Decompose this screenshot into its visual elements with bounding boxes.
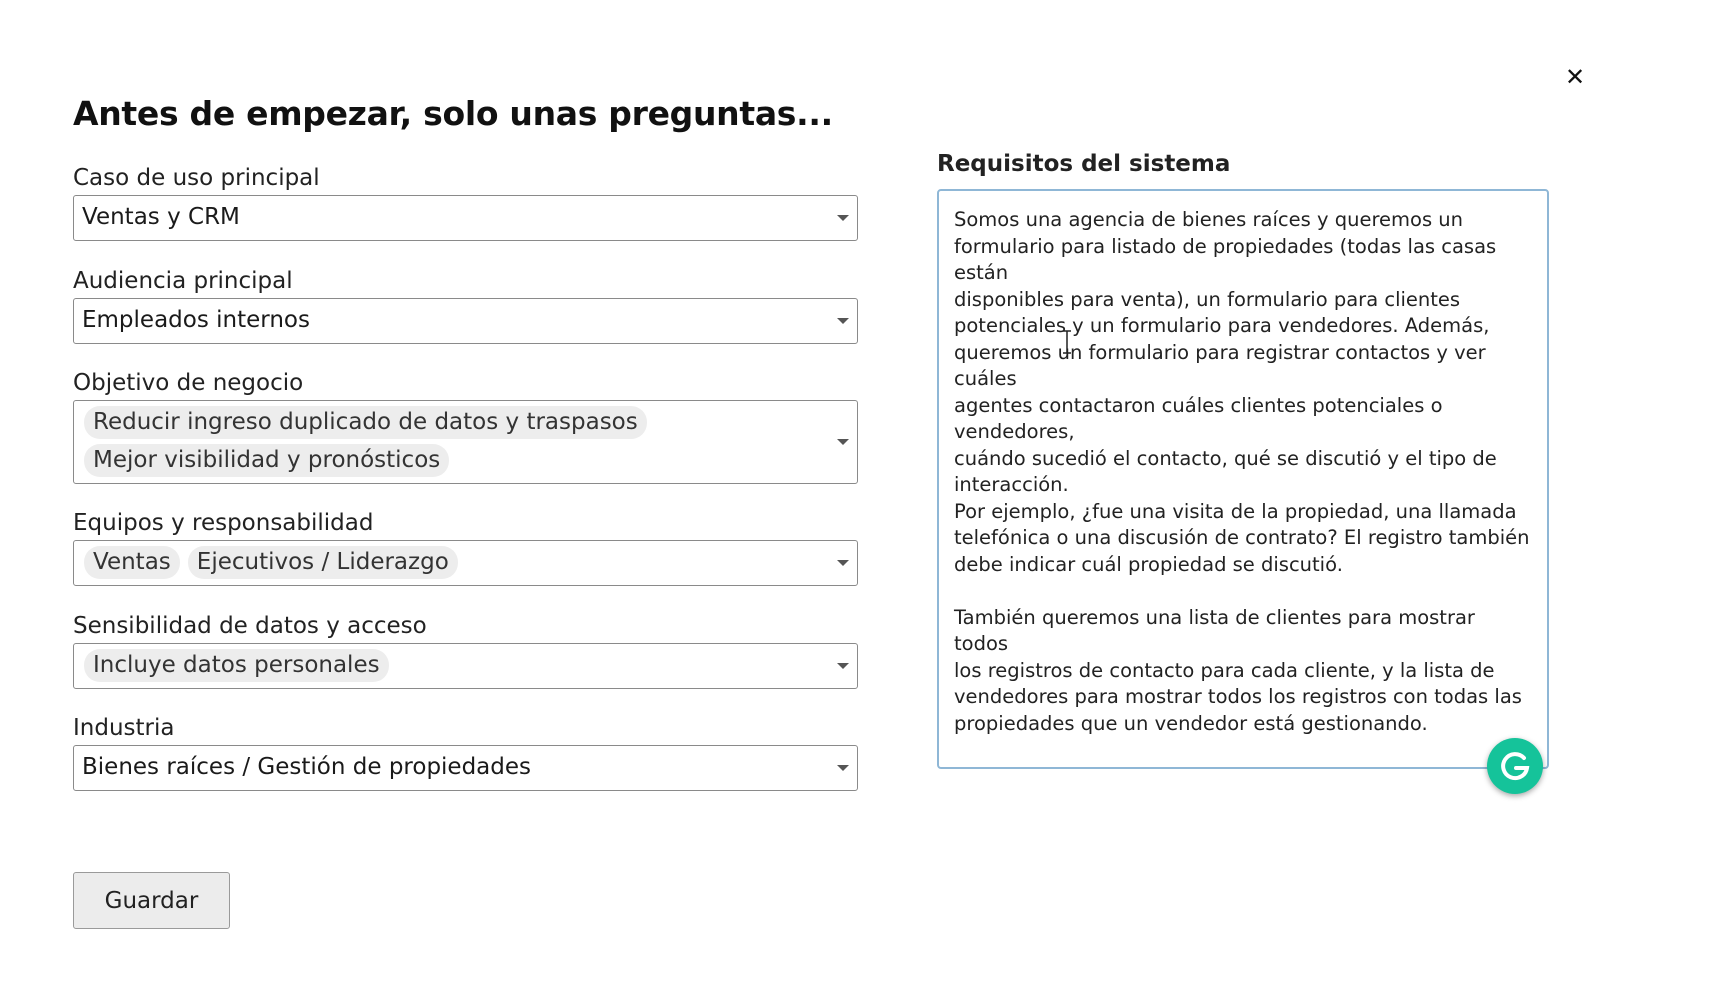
field-teams — [73, 506, 858, 586]
chip[interactable]: Mejor visibilidad y pronósticos — [84, 444, 449, 477]
chevron-down-icon — [837, 318, 849, 324]
chip[interactable]: Ejecutivos / Liderazgo — [188, 546, 458, 579]
use-case-value: Ventas y CRM — [82, 204, 240, 230]
industry-value: Bienes raíces / Gestión de propiedades — [82, 754, 532, 780]
sensitivity-multiselect[interactable] — [73, 643, 858, 689]
objective-multiselect[interactable] — [73, 400, 858, 484]
chip[interactable]: Ventas — [84, 546, 180, 579]
requirements-section — [937, 147, 1549, 735]
grammarly-icon[interactable] — [1487, 738, 1543, 794]
sensitivity-chips — [74, 644, 857, 687]
teams-label: Equipos y responsabilidad — [73, 510, 374, 536]
audience-select[interactable] — [73, 298, 858, 344]
chevron-down-icon — [837, 663, 849, 669]
chevron-down-icon — [837, 765, 849, 771]
page-title: Antes de empezar, solo unas preguntas... — [73, 94, 833, 133]
close-icon[interactable]: ✕ — [1564, 63, 1586, 91]
requirements-label: Requisitos del sistema — [937, 151, 1231, 177]
use-case-select[interactable] — [73, 195, 858, 241]
audience-value: Empleados internos — [82, 307, 310, 333]
field-use-case — [73, 161, 858, 241]
industry-label: Industria — [73, 715, 175, 741]
objective-label: Objetivo de negocio — [73, 370, 304, 396]
audience-label: Audiencia principal — [73, 268, 293, 294]
field-industry — [73, 711, 858, 791]
field-objective — [73, 366, 858, 484]
teams-multiselect[interactable] — [73, 540, 858, 586]
chevron-down-icon — [837, 215, 849, 221]
objective-chips — [74, 401, 774, 482]
chevron-down-icon — [837, 560, 849, 566]
sensitivity-label: Sensibilidad de datos y acceso — [73, 613, 427, 639]
save-button[interactable]: Guardar — [73, 872, 230, 929]
use-case-label: Caso de uso principal — [73, 165, 320, 191]
field-audience — [73, 264, 858, 344]
field-sensitivity — [73, 609, 858, 689]
teams-chips — [74, 541, 857, 584]
text-cursor-icon — [1062, 330, 1072, 354]
industry-select[interactable] — [73, 745, 858, 791]
chip[interactable]: Incluye datos personales — [84, 649, 389, 682]
requirements-textarea[interactable]: Somos una agencia de bienes raíces y queremos un formulario para listado de propiedades (todas las casas están disponibles para venta), un formulario para clientes potenciales y un formulario para vendedores. Además, queremos un formulario para registrar contactos y ver cuáles agentes contactaron cuáles clientes potenciales o vendedores, cuándo sucedió el contacto, qué se discutió y el tipo de interacción. Por ejemplo, ¿fue una visita de la propiedad, una llamada telefónica o una discusión de contrato? El registro también debe indicar cuál propiedad se discutió. También queremos una lista de clientes para mostrar todos los registros de contacto para cada cliente, y la lista de vendedores para mostrar todos los registros con todas las propiedades que un vendedor está gestionando. — [937, 189, 1549, 769]
chevron-down-icon — [837, 439, 849, 445]
chip[interactable]: Reducir ingreso duplicado de datos y traspasos — [84, 406, 647, 439]
